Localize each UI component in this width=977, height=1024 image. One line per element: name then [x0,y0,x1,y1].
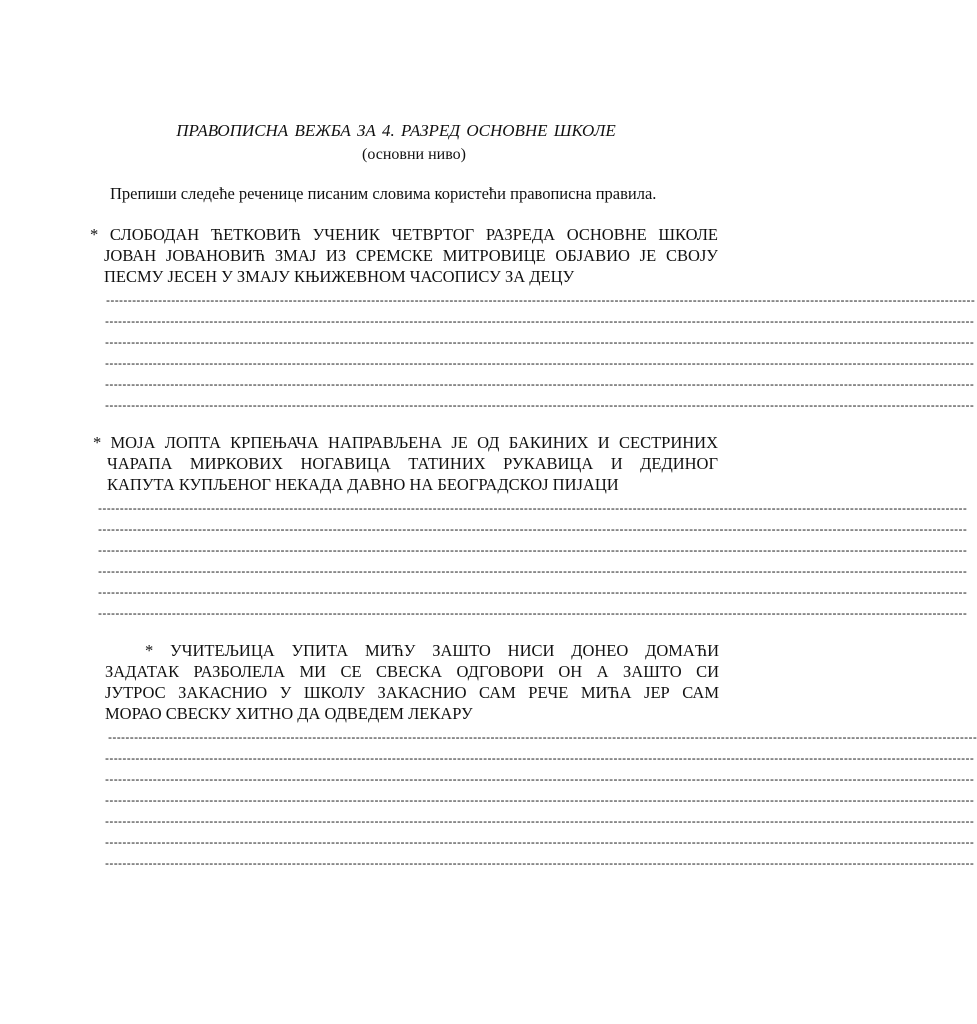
page-title: ПРАВОПИСНА ВЕЖБА ЗА 4. РАЗРЕД ОСНОВНЕ ШКОЛЕ [176,121,616,140]
writing-line[interactable]: -------------------------------------------------------------------------------------------------------------------------------------------------------------------------------------------------------- [105,751,975,765]
exercise-3 [105,640,977,874]
writing-line[interactable]: -------------------------------------------------------------------------------------------------------------------------------------------------------------------------------------------------------- [105,335,975,349]
writing-line[interactable]: -------------------------------------------------------------------------------------------------------------------------------------------------------------------------------------------------------- [105,772,975,786]
sentence-line: * МОЈА ЛОПТА КРПЕЊАЧА НАПРАВЉЕНА ЈЕ ОД БАКИНИХ И СЕСТРИНИХ [93,433,718,452]
sentence-line: * СЛОБОДАН ЋЕТКОВИЋ УЧЕНИК ЧЕТВРТОГ РАЗРЕДА ОСНОВНЕ ШКОЛЕ [90,225,718,244]
exercise-2 [93,432,968,624]
writing-line[interactable]: -------------------------------------------------------------------------------------------------------------------------------------------------------------------------------------------------------- [106,293,976,307]
sentence-line: ЗАДАТАК РАЗБОЛЕЛА МИ СЕ СВЕСКА ОДГОВОРИ ОН А ЗАШТО СИ [105,662,719,681]
writing-line[interactable]: -------------------------------------------------------------------------------------------------------------------------------------------------------------------------------------------------------- [105,377,975,391]
instruction-text: Препиши следеће реченице писаним словима користећи правописна правила. [110,184,657,203]
sentence-line: ЧАРАПА МИРКОВИХ НОГАВИЦА ТАТИНИХ РУКАВИЦА И ДЕДИНОГ [107,454,718,473]
writing-lines[interactable] [105,727,977,874]
exercise-sentence [93,432,718,495]
exercise-1 [90,224,976,416]
writing-line[interactable]: -------------------------------------------------------------------------------------------------------------------------------------------------------------------------------------------------------- [105,356,975,370]
writing-line[interactable]: -------------------------------------------------------------------------------------------------------------------------------------------------------------------------------------------------------- [98,522,968,536]
writing-line[interactable]: -------------------------------------------------------------------------------------------------------------------------------------------------------------------------------------------------------- [98,564,968,578]
sentence-line: КАПУТА КУПЉЕНОГ НЕКАДА ДАВНО НА БЕОГРАДСКОЈ ПИЈАЦИ [107,475,619,494]
writing-line[interactable]: -------------------------------------------------------------------------------------------------------------------------------------------------------------------------------------------------------- [105,856,975,870]
writing-line[interactable]: -------------------------------------------------------------------------------------------------------------------------------------------------------------------------------------------------------- [98,585,968,599]
writing-line[interactable]: -------------------------------------------------------------------------------------------------------------------------------------------------------------------------------------------------------- [105,814,975,828]
sentence-line: ЈУТРОС ЗАКАСНИО У ШКОЛУ ЗАКАСНИО САМ РЕЧЕ МИЋА ЈЕР САМ [105,683,719,702]
writing-line[interactable]: -------------------------------------------------------------------------------------------------------------------------------------------------------------------------------------------------------- [105,398,975,412]
exercise-sentence [90,224,718,287]
sentence-line: ПЕСМУ ЈЕСЕН У ЗМАЈУ КЊИЖЕВНОМ ЧАСОПИСУ ЗА ДЕЦУ [104,267,575,286]
writing-line[interactable]: -------------------------------------------------------------------------------------------------------------------------------------------------------------------------------------------------------- [105,793,975,807]
writing-lines[interactable] [105,290,976,416]
writing-line[interactable]: -------------------------------------------------------------------------------------------------------------------------------------------------------------------------------------------------------- [105,835,975,849]
page-subtitle: (основни ниво) [362,146,466,163]
exercise-sentence [105,640,719,724]
sentence-line: МОРАО СВЕСКУ ХИТНО ДА ОДВЕДЕМ ЛЕКАРУ [105,704,473,723]
writing-lines[interactable] [98,498,968,624]
writing-line[interactable]: -------------------------------------------------------------------------------------------------------------------------------------------------------------------------------------------------------- [98,501,968,515]
writing-line[interactable]: -------------------------------------------------------------------------------------------------------------------------------------------------------------------------------------------------------- [98,606,968,620]
sentence-line: ЈОВАН ЈОВАНОВИЋ ЗМАЈ ИЗ СРЕМСКЕ МИТРОВИЦЕ ОБЈАВИО ЈЕ СВОЈУ [104,246,718,265]
writing-line[interactable]: -------------------------------------------------------------------------------------------------------------------------------------------------------------------------------------------------------- [108,730,977,744]
writing-line[interactable]: -------------------------------------------------------------------------------------------------------------------------------------------------------------------------------------------------------- [105,314,975,328]
writing-line[interactable]: -------------------------------------------------------------------------------------------------------------------------------------------------------------------------------------------------------- [98,543,968,557]
sentence-line: * УЧИТЕЉИЦА УПИТА МИЋУ ЗАШТО НИСИ ДОНЕО ДОМАЋИ [145,641,719,660]
